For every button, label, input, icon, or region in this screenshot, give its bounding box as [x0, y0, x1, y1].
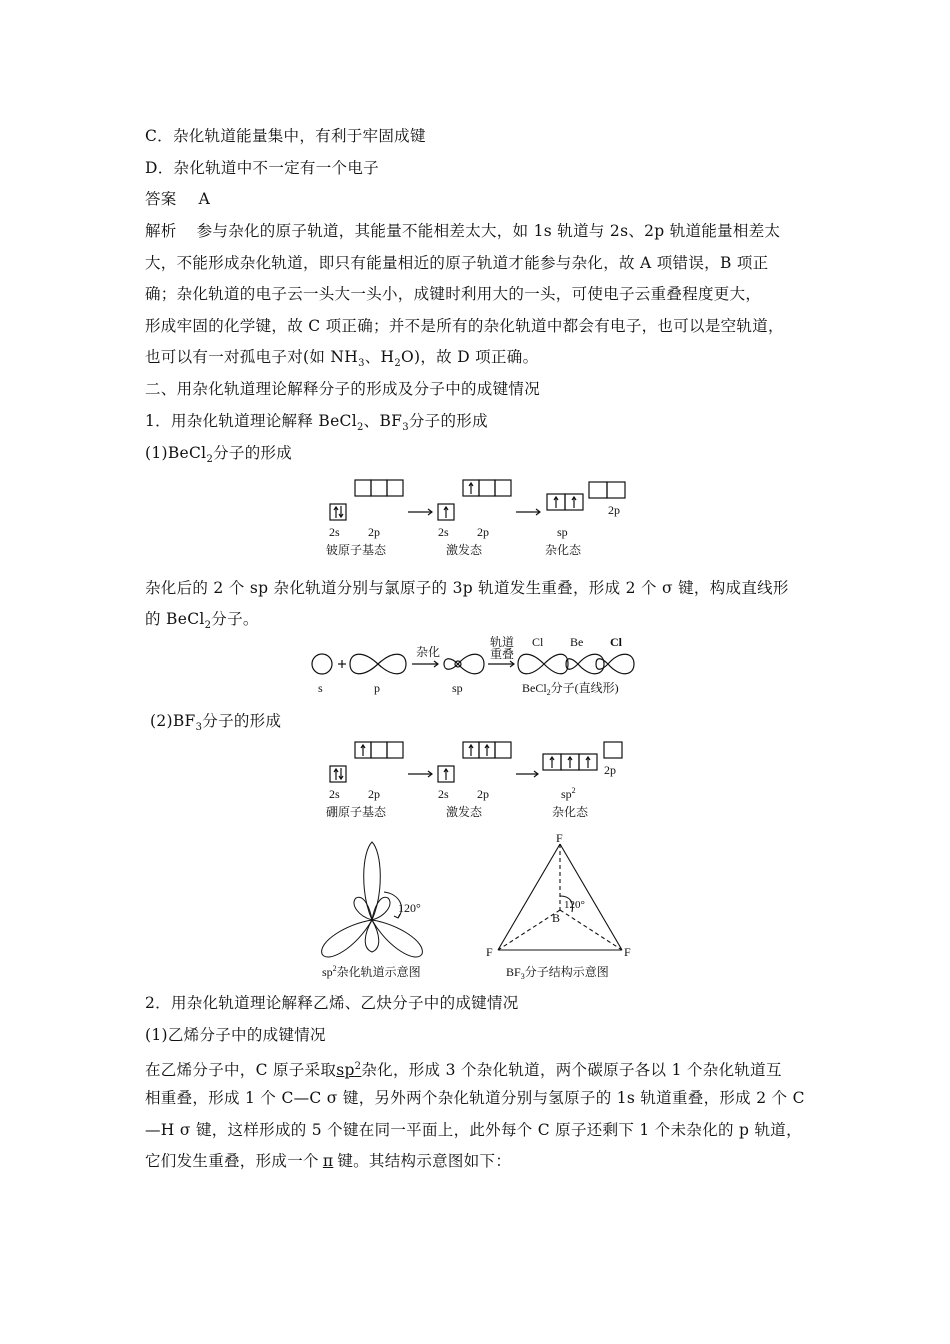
analysis-line-4: 形成牢固的化学键，故 C 项正确；并不是所有的杂化轨道中都会有电子，也可以是空轨道， [145, 317, 784, 335]
item-2-title: 2．用杂化轨道理论解释乙烯、乙炔分子中的成键情况 [145, 994, 519, 1012]
section-2-title: 二、用杂化轨道理论解释分子的形成及分子中的成键情况 [145, 380, 541, 398]
svg-text:B: B [552, 911, 561, 925]
svg-text:2p: 2p [368, 525, 380, 539]
answer-label: 答案 [145, 190, 177, 208]
item-1-1-title: (1)BeCl$_2$分子的形成 [145, 444, 293, 466]
svg-text:sp: sp [557, 525, 568, 539]
sp2-orbital-lobes [322, 842, 423, 957]
svg-text:Be: Be [570, 636, 584, 649]
svg-text:激发态: 激发态 [446, 543, 483, 557]
bf3-caption: $BF_3$分子结构示意图 [506, 965, 609, 981]
option-d: D．杂化轨道中不一定有一个电子 [145, 159, 379, 177]
item-1-title: 1．用杂化轨道理论解释 BeCl$_2$、$BF_3$分子的形成 [145, 412, 488, 434]
becl2-orbital-diagram [320, 474, 640, 564]
svg-text:2p: 2p [608, 503, 620, 517]
analysis-label: 解析 [145, 222, 177, 240]
svg-text:s: s [318, 681, 323, 695]
svg-text:2p: 2p [477, 525, 489, 539]
label-2s: 2s [329, 525, 340, 539]
bf3-shape-diagrams [310, 832, 650, 982]
svg-text:120°: 120° [398, 901, 421, 915]
svg-text:2p: 2p [604, 763, 616, 777]
svg-text:轨道: 轨道 [490, 636, 515, 649]
svg-text:F: F [556, 832, 563, 845]
orbital-box [330, 504, 346, 520]
bf3-triangle [498, 844, 622, 950]
svg-text:2s: 2s [329, 787, 340, 801]
answer-value: A [198, 190, 211, 208]
svg-text:Cl: Cl [532, 636, 544, 649]
option-c: C．杂化轨道能量集中，有利于牢固成键 [145, 127, 426, 145]
bf3-orbital-diagram [320, 736, 640, 826]
ethylene-line-3: —H σ 键，这样形成的 5 个键在同一平面上，此外每个 C 原子还剩下 1 个未杂化的 p 轨道， [145, 1121, 802, 1139]
svg-text:2s: 2s [438, 787, 449, 801]
analysis-line-1: 解析 参与杂化的原子轨道，其能量不能相差太大，如 1s 轨道与 2s、2p 轨道能量相差太 [145, 222, 781, 240]
svg-text:sp: sp [452, 681, 463, 695]
svg-text:Cl: Cl [610, 636, 622, 649]
svg-text:F: F [486, 945, 493, 959]
svg-text:硼原子基态: 硼原子基态 [326, 805, 387, 819]
blank-pi: π [322, 1152, 334, 1170]
svg-text:杂化态: 杂化态 [552, 805, 589, 819]
svg-text:F: F [624, 945, 631, 959]
svg-text:重叠: 重叠 [490, 647, 515, 661]
analysis-line-5: 也可以有一对孤电子对(如 $NH_3$、$H_2O$)，故 D 项正确。 [145, 348, 539, 370]
analysis-line-2: 大，不能形成杂化轨道，即只有能量相近的原子轨道才能参与杂化，故 A 项错误，B 项正 [145, 254, 769, 272]
svg-text:激发态: 激发态 [446, 805, 483, 819]
answer [145, 189, 210, 209]
svg-text:sp2: $sp^2$ [561, 786, 576, 801]
sp2-caption: $sp^2$杂化轨道示意图 [322, 964, 421, 979]
svg-text:2p: 2p [477, 787, 489, 801]
svg-text:2p: 2p [368, 787, 380, 801]
svg-text:120°: 120° [564, 899, 585, 911]
label-ground-state: 铍原子基态 [326, 543, 387, 557]
becl2-text-1: 杂化后的 2 个 sp 杂化轨道分别与氯原子的 3p 轨道发生重叠，形成 2 个 σ 键，构成直线形 [145, 579, 789, 597]
svg-text:p: p [374, 681, 380, 695]
item-2-1-title: (1)乙烯分子中的成键情况 [145, 1026, 326, 1044]
svg-text:杂化态: 杂化态 [545, 543, 582, 557]
ethylene-line-4: 它们发生重叠，形成一个 π 键。其结构示意图如下： [145, 1152, 512, 1170]
analysis-line-3: 确；杂化轨道的电子云一头大一头小，成键时利用大的一头，可使电子云重叠程度更大， [145, 285, 762, 303]
svg-text:2s: 2s [438, 525, 449, 539]
blank-sp2: $sp^2$ [336, 1061, 362, 1080]
becl2-caption: BeCl$_2$分子(直线形) [522, 681, 619, 697]
svg-text:杂化: 杂化 [416, 645, 441, 659]
item-1-2-title: $(2)BF_3$分子的形成 [150, 712, 282, 734]
ethylene-line-2: 相重叠，形成 1 个 C—C σ 键，另外两个杂化轨道分别与氢原子的 1s 轨道重叠，形成 2 个 C [145, 1089, 805, 1107]
becl2-text-2: 的 BeCl$_2$分子。 [145, 610, 259, 632]
becl2-overlap-diagram [308, 636, 648, 698]
ethylene-line-1: 在乙烯分子中，C 原子采取$sp^2$杂化，形成 3 个杂化轨道，两个碳原子各以 1 个杂化轨道互 [145, 1061, 782, 1080]
